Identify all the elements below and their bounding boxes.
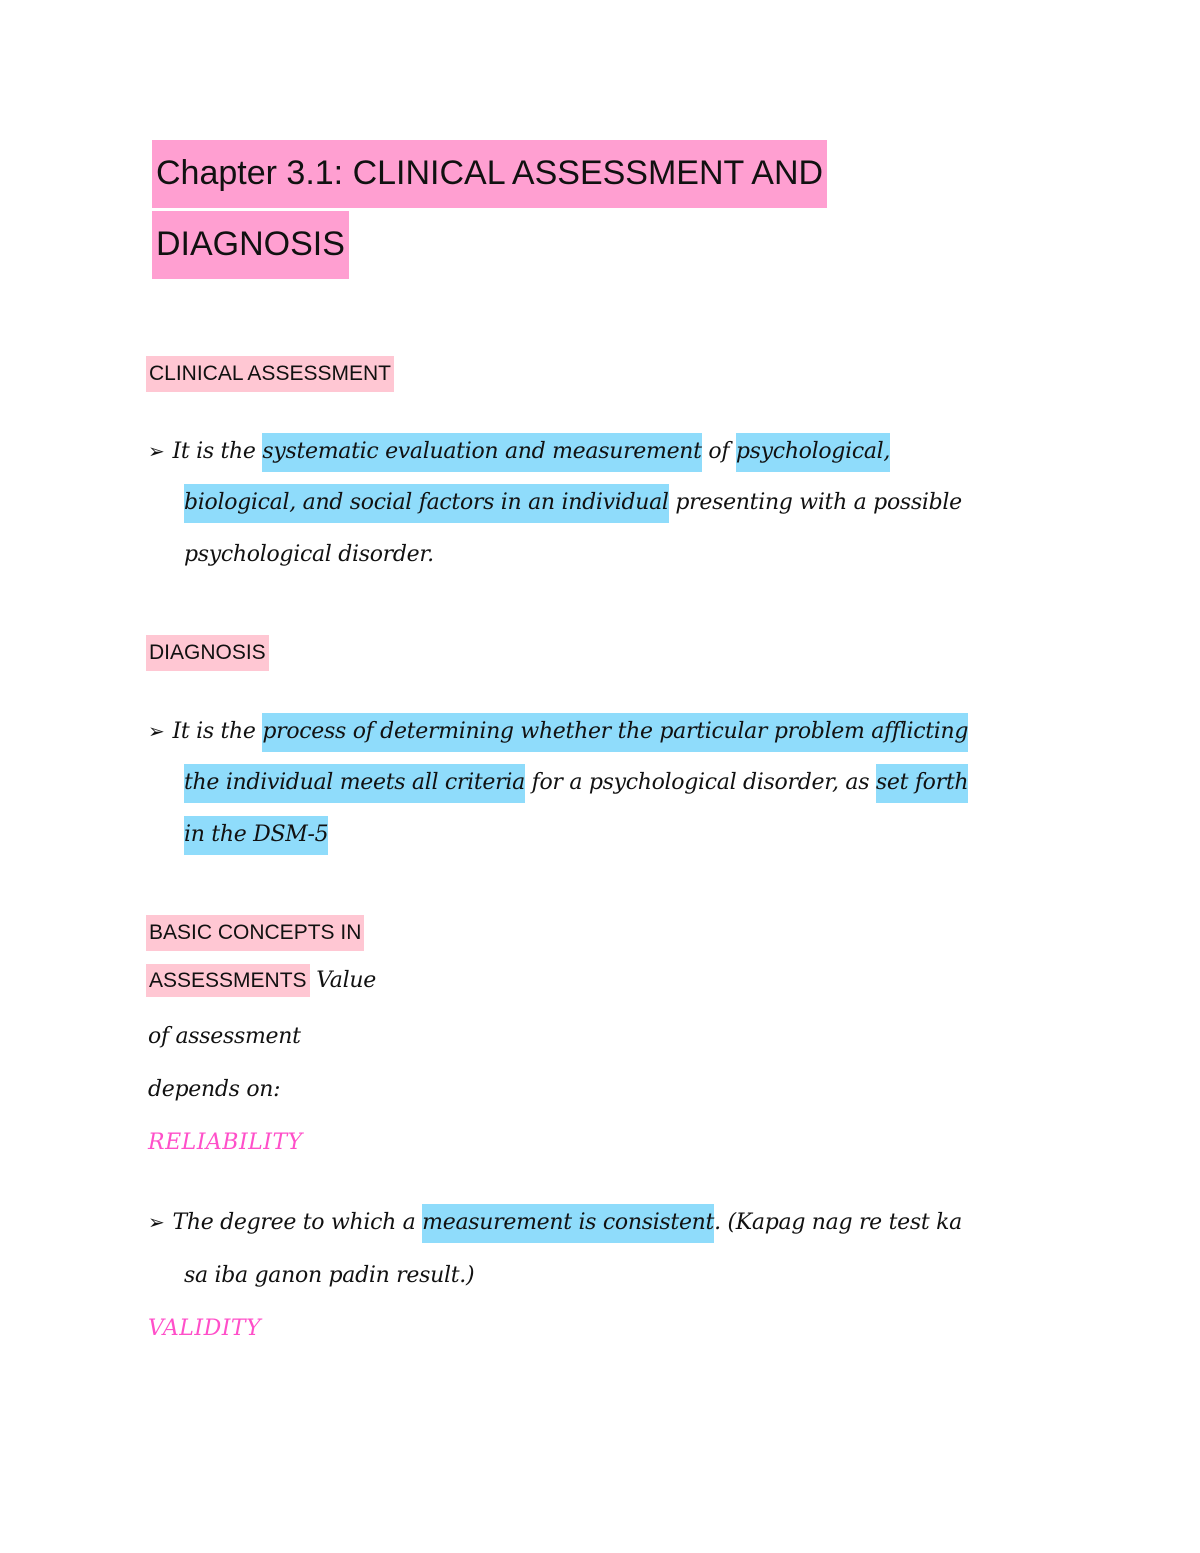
diagnosis-line-1 <box>148 716 968 747</box>
label-reliability: RELIABILITY <box>148 1130 303 1155</box>
highlight-set-forth: set forth <box>876 764 968 803</box>
text-run: . (Kapag nag re test ka <box>714 1210 962 1235</box>
section-heading-diagnosis: DIAGNOSIS <box>146 635 269 671</box>
highlight-dsm-5: in the DSM-5 <box>184 816 328 855</box>
highlight-systematic-evaluation: systematic evaluation and measurement <box>262 433 701 472</box>
text-run: It is the <box>172 439 263 464</box>
clinical-assessment-line-2 <box>184 488 962 518</box>
reliability-line-1 <box>148 1207 962 1238</box>
arrow-bullet-icon: ➢ <box>148 719 165 743</box>
diagnosis-line-2 <box>184 768 968 798</box>
text-run: It is the <box>172 719 263 744</box>
basic-concepts-line-2 <box>146 966 376 996</box>
arrow-bullet-icon: ➢ <box>148 439 165 463</box>
reliability-line-2: sa iba ganon padin result.) <box>184 1263 475 1288</box>
section-heading-assessments: ASSESSMENTS <box>146 964 310 997</box>
highlight-measurement-consistent: measurement is consistent <box>422 1204 714 1243</box>
highlight-psychological: psychological, <box>736 433 890 472</box>
highlight-process-of-determining: process of determining whether the particular problem afflicting <box>262 713 968 752</box>
section-heading-clinical-assessment: CLINICAL ASSESSMENT <box>146 356 394 392</box>
basic-concepts-line-3: of assessment <box>148 1024 301 1049</box>
page-title-line-1: Chapter 3.1: CLINICAL ASSESSMENT AND <box>152 140 827 208</box>
page-title-line-2: DIAGNOSIS <box>152 211 349 279</box>
label-validity: VALIDITY <box>148 1316 262 1341</box>
clinical-assessment-line-1 <box>148 436 890 467</box>
text-run: presenting with a possible <box>668 490 962 515</box>
highlight-biological-social-factors: biological, and social factors in an individual <box>184 484 669 523</box>
section-heading-basic-concepts: BASIC CONCEPTS IN <box>146 915 364 951</box>
text-run: The degree to which a <box>172 1210 423 1235</box>
highlight-individual-meets-criteria: the individual meets all criteria <box>184 764 525 803</box>
basic-concepts-line-4: depends on: <box>148 1077 281 1102</box>
text-run: for a psychological disorder, as <box>524 770 876 795</box>
clinical-assessment-line-3: psychological disorder. <box>184 542 434 567</box>
text-run: Value <box>309 968 376 993</box>
text-run: of <box>701 439 736 464</box>
diagnosis-line-3 <box>184 820 328 850</box>
arrow-bullet-icon: ➢ <box>148 1210 165 1234</box>
